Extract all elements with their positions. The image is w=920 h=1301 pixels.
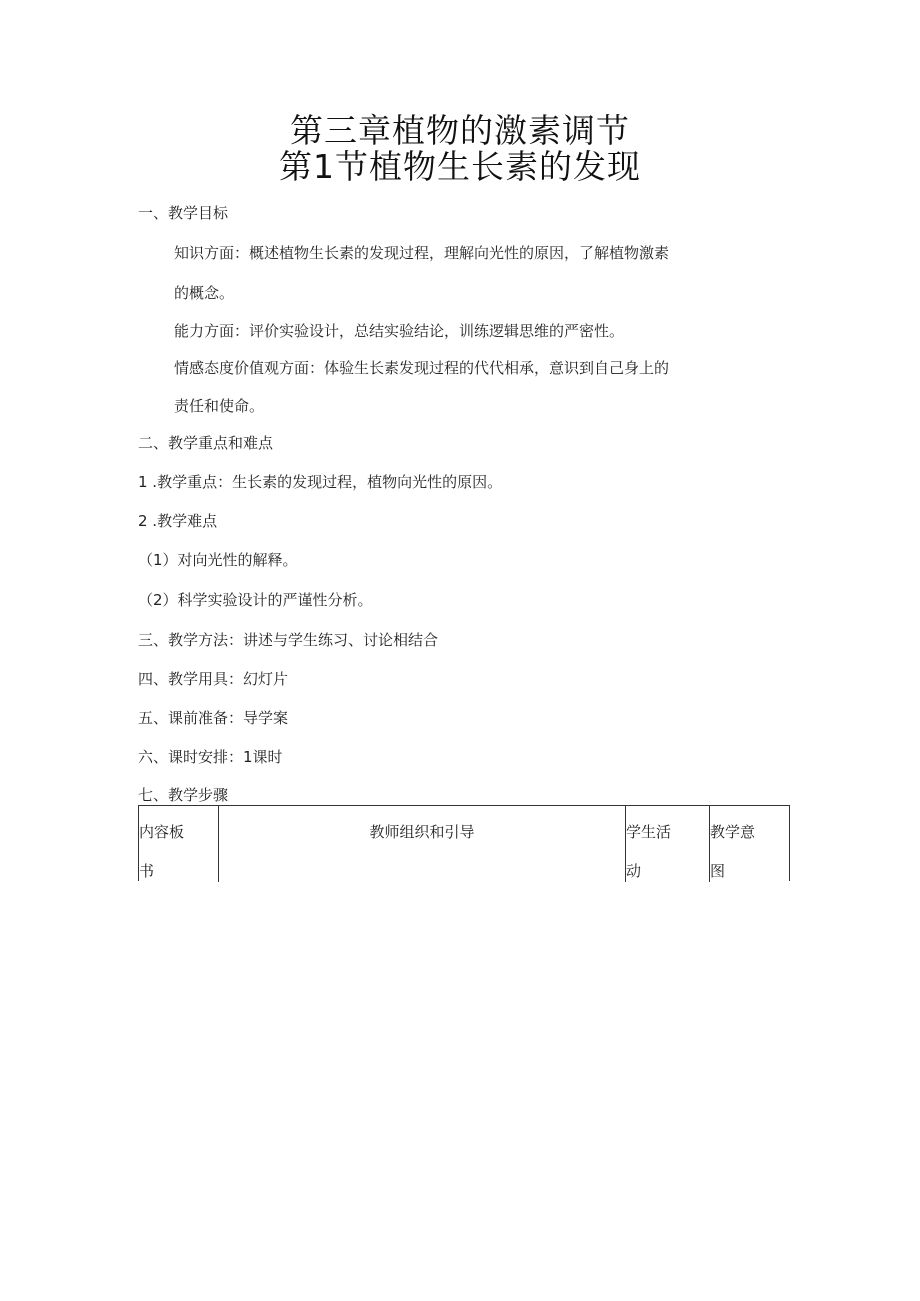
teaching-method: 三、教学方法：讲述与学生练习、讨论相结合 (138, 631, 439, 649)
document-title: 第三章植物的激素调节 (290, 111, 630, 150)
class-schedule: 六、课时安排：1课时 (138, 748, 283, 766)
table-header-content-line2: 书 (139, 862, 155, 880)
emotion-goal-line1: 情感态度价值观方面：体验生长素发现过程的代代相承，意识到自己身上的 (174, 359, 670, 377)
emotion-goal-line2: 责任和使命。 (174, 397, 265, 415)
key-points-heading: 二、教学重点和难点 (138, 434, 274, 452)
table-header-content (139, 806, 218, 882)
table-header-content-line1: 内容板 (139, 823, 185, 841)
table-header-intent-line2: 图 (710, 862, 726, 880)
key-point-2: 2 .教学难点 (138, 512, 218, 530)
key-point-1: 1 .教学重点：生长素的发现过程，植物向光性的原因。 (138, 473, 503, 491)
table-header-student-line1: 学生活 (626, 823, 672, 841)
teaching-tools: 四、教学用具：幻灯片 (138, 670, 289, 688)
difficulty-1: （1）对向光性的解释。 (138, 551, 298, 569)
table-header-student-line2: 动 (626, 862, 642, 880)
difficulty-2: （2）科学实验设计的严谨性分析。 (138, 591, 373, 609)
knowledge-goal-line1: 知识方面：概述植物生长素的发现过程，理解向光性的原因，了解植物激素 (174, 244, 670, 262)
goals-heading: 一、教学目标 (138, 204, 229, 222)
table-header-student (625, 806, 709, 882)
table-header-intent-line1: 教学意 (710, 823, 756, 841)
class-preparation: 五、课前准备：导学案 (138, 709, 289, 727)
table-header-teacher-label: 教师组织和引导 (369, 823, 475, 841)
ability-goal: 能力方面：评价实验设计，总结实验结论，训练逻辑思维的严密性。 (174, 322, 625, 340)
table-header-intent (709, 806, 789, 882)
document-subtitle: 第1节植物生长素的发现 (279, 147, 641, 186)
teaching-steps-table (138, 805, 790, 881)
steps-heading: 七、教学步骤 (138, 786, 229, 804)
knowledge-goal-line2: 的概念。 (174, 284, 235, 302)
table-header-teacher (218, 806, 625, 882)
